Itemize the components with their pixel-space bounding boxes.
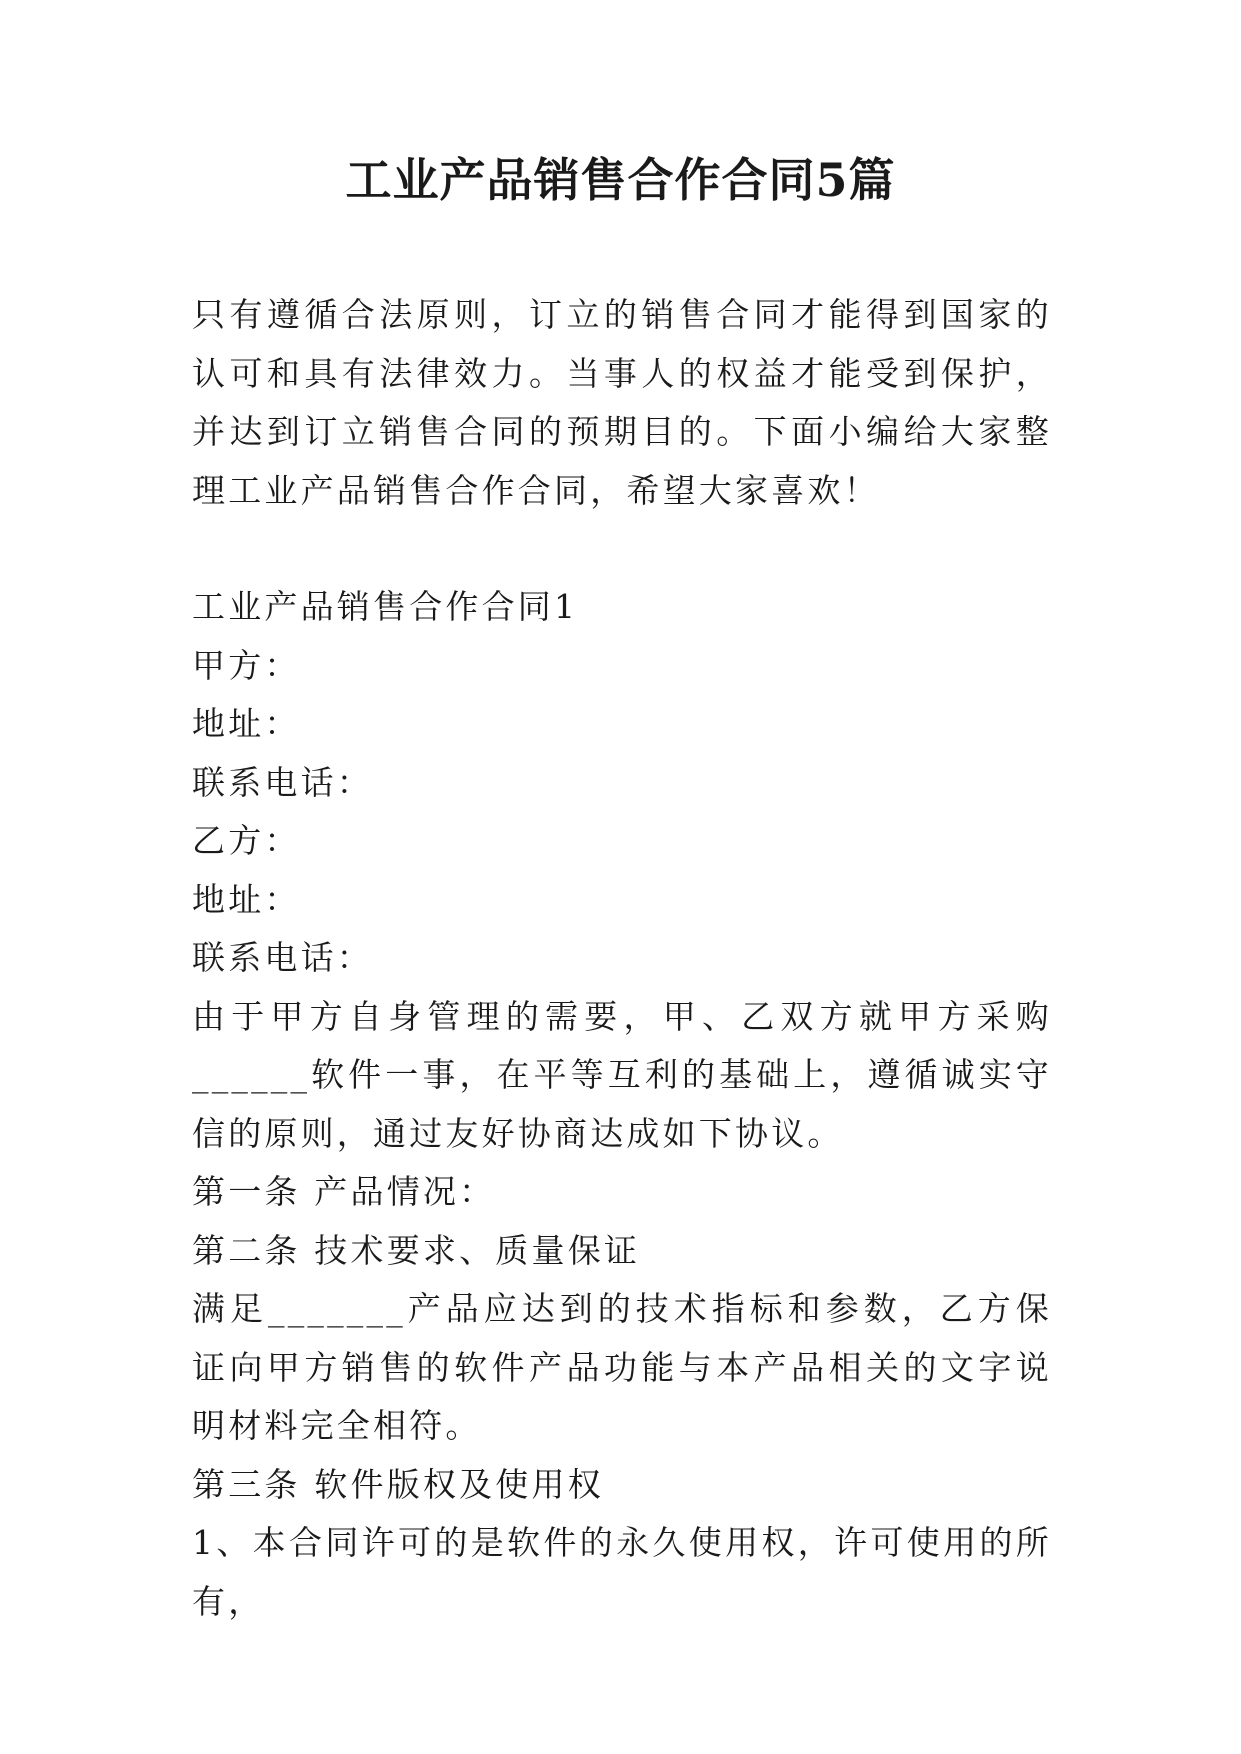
party-b-phone-line: 联系电话： <box>192 938 373 977</box>
purpose-paragraph: 由于甲方自身管理的需要，甲、乙双方就甲方采购______软件一事，在平等互利的基础上，遵循诚实守信的原则，通过友好协商达成如下协议。 <box>192 996 1052 1153</box>
intro-paragraph: 只有遵循合法原则，订立的销售合同才能得到国家的认可和具有法律效力。当事人的权益才能受到保护，并达到订立销售合同的预期目的。下面小编给大家整理工业产品销售合作合同，希望大家喜欢！ <box>192 295 1052 510</box>
party-a-address-line: 地址： <box>192 704 301 743</box>
article-2-paragraph: 满足_______产品应达到的技术指标和参数，乙方保证向甲方销售的软件产品功能与本产品相关的文字说明材料完全相符。 <box>192 1289 1052 1445</box>
party-a-phone-line: 联系电话： <box>192 762 373 802</box>
party-a-line: 甲方： <box>192 645 301 685</box>
article-1-heading: 第一条 产品情况： <box>192 1172 496 1211</box>
party-b-address-line: 地址： <box>192 879 301 919</box>
article-3-item-1: 1、本合同许可的是软件的永久使用权，许可使用的所有， <box>192 1523 1052 1621</box>
section-title: 工业产品销售合作合同1 <box>192 587 579 626</box>
article-3-heading: 第三条 软件版权及使用权 <box>192 1464 604 1504</box>
document-body <box>192 286 1052 1631</box>
document-title: 工业产品销售合作合同5篇 <box>345 153 896 207</box>
party-b-line: 乙方： <box>192 821 301 860</box>
article-2-heading: 第二条 技术要求、质量保证 <box>192 1230 641 1270</box>
